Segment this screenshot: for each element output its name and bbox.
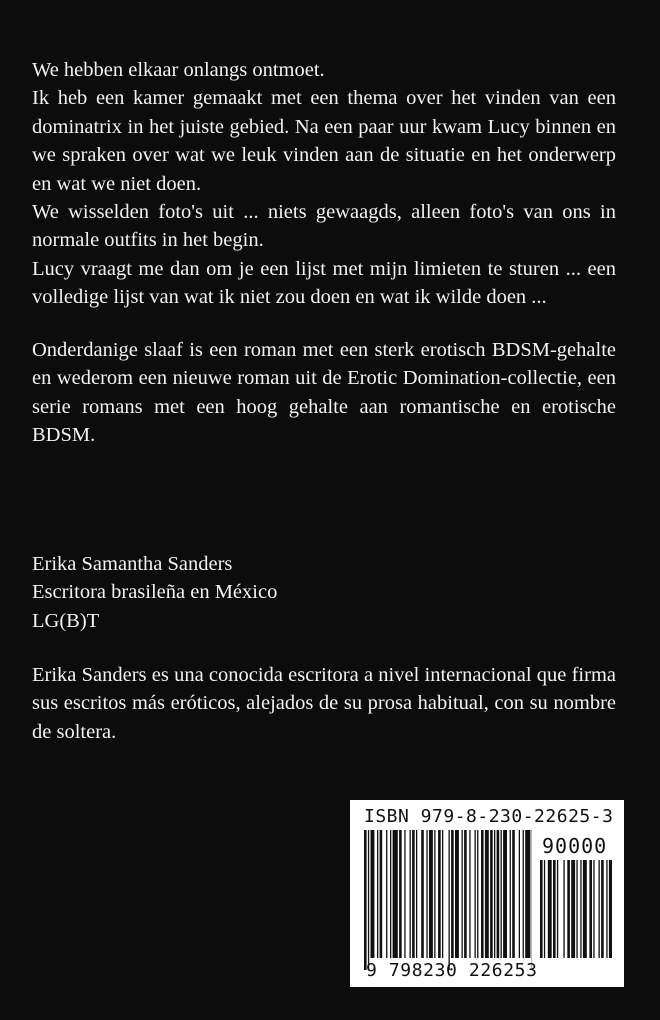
barcode-bar <box>464 830 467 958</box>
barcode-bar <box>512 830 515 958</box>
barcode-addon-bar <box>544 860 545 958</box>
barcode-addon-bar <box>548 860 552 958</box>
synopsis-line: We wisselden foto's uit ... niets gewaagds, alleen foto's van ons in normale outfits in het begin. <box>32 201 616 252</box>
barcode-bar <box>462 830 463 958</box>
barcode-bar <box>477 830 478 958</box>
barcode-bar <box>410 830 411 958</box>
author-name: Erika Samantha Sanders <box>32 553 233 575</box>
barcode-addon-bar <box>609 860 612 958</box>
barcode-addon-bar <box>583 860 587 958</box>
barcode-bar <box>455 830 459 958</box>
barcode-bar <box>490 830 493 958</box>
bio-text: Erika Sanders es una conocida escritora a nivel internacional que firma sus escritos más eróticos, alejados de su prosa habitual, con su nombre de soltera. <box>32 664 616 743</box>
barcode-bar <box>442 830 443 958</box>
barcode-bar <box>481 830 484 958</box>
barcode-bar <box>501 830 502 958</box>
barcode-bar <box>364 830 367 970</box>
barcode-addon-bar <box>540 860 543 958</box>
author-block <box>32 550 616 635</box>
barcode-bar <box>469 830 470 958</box>
barcode-addon-bar <box>571 860 575 958</box>
barcode-addon-bar <box>599 860 600 958</box>
synopsis-line: Ik heb een kamer gemaakt met een thema over het vinden van een dominatrix in het juiste gebied. Na een paar uur kwam Lucy binnen en we spraken over wat we leuk vinden aan de situatie en het onderwerp en wat we niet doen. <box>32 87 616 195</box>
barcode-bar <box>421 830 424 958</box>
barcode-addon-bar <box>553 860 556 958</box>
barcode-digits: 9 798230 226253 <box>366 960 538 981</box>
barcode-bar <box>503 830 507 958</box>
barcode-bar <box>438 830 441 958</box>
barcode-bar <box>523 830 524 958</box>
barcode-bar <box>497 830 500 958</box>
barcode-addon-bar <box>567 860 570 958</box>
synopsis-block <box>32 56 616 312</box>
barcode-addon-bar <box>589 860 592 958</box>
barcode-bar <box>429 830 433 958</box>
barcode-bar <box>426 830 427 958</box>
barcode-bar <box>377 830 378 958</box>
barcode-addon-bar <box>576 860 577 958</box>
barcode-bar <box>399 830 402 958</box>
barcode-addon-bar <box>593 860 594 958</box>
barcode-bar <box>451 830 454 958</box>
barcode-bar <box>371 830 375 958</box>
barcode-addon-bar <box>601 860 604 958</box>
price-code: 90000 <box>542 834 608 858</box>
isbn-barcode <box>350 800 624 987</box>
barcode-addon-bar <box>557 860 558 958</box>
barcode-bars <box>350 800 624 987</box>
barcode-bar <box>368 830 369 970</box>
barcode-addon-bar <box>563 860 564 958</box>
barcode-bar <box>404 830 405 958</box>
author-descriptor: Escritora brasileña en México <box>32 581 278 604</box>
synopsis-line: We hebben elkaar onlangs ontmoet. <box>32 59 325 81</box>
series-text: Onderdanige slaaf is een roman met een sterk erotisch BDSM-gehalte en wederom een nieuwe roman uit de Erotic Domination-collectie, een serie romans met een hoog gehalte aan romantische en erotische BDSM. <box>32 339 616 447</box>
barcode-bar <box>380 830 383 958</box>
barcode-bar <box>416 830 417 958</box>
barcode-bar <box>475 830 476 958</box>
barcode-bar <box>393 830 398 958</box>
barcode-bar <box>390 830 391 958</box>
isbn-label: ISBN 979-8-230-22625-3 <box>364 806 614 827</box>
barcode-bar <box>510 830 511 958</box>
series-description <box>32 336 616 450</box>
barcode-bar <box>449 830 450 970</box>
barcode-bar <box>485 830 489 958</box>
barcode-bar <box>412 830 415 958</box>
synopsis-line: Lucy vraagt me dan om je een lijst met mijn limieten te sturen ... een volledige lijst van wat ik niet zou doen en wat ik wilde doen ... <box>32 257 616 309</box>
author-tag: LG(B)T <box>32 609 100 632</box>
barcode-bar <box>386 830 387 958</box>
barcode-addon-bar <box>606 860 607 958</box>
barcode-bar <box>519 830 520 958</box>
barcode-bar <box>525 830 530 958</box>
barcode-addon-bar <box>580 860 581 958</box>
barcode-bar <box>494 830 495 958</box>
barcode-bar <box>434 830 435 958</box>
author-bio <box>32 661 616 746</box>
